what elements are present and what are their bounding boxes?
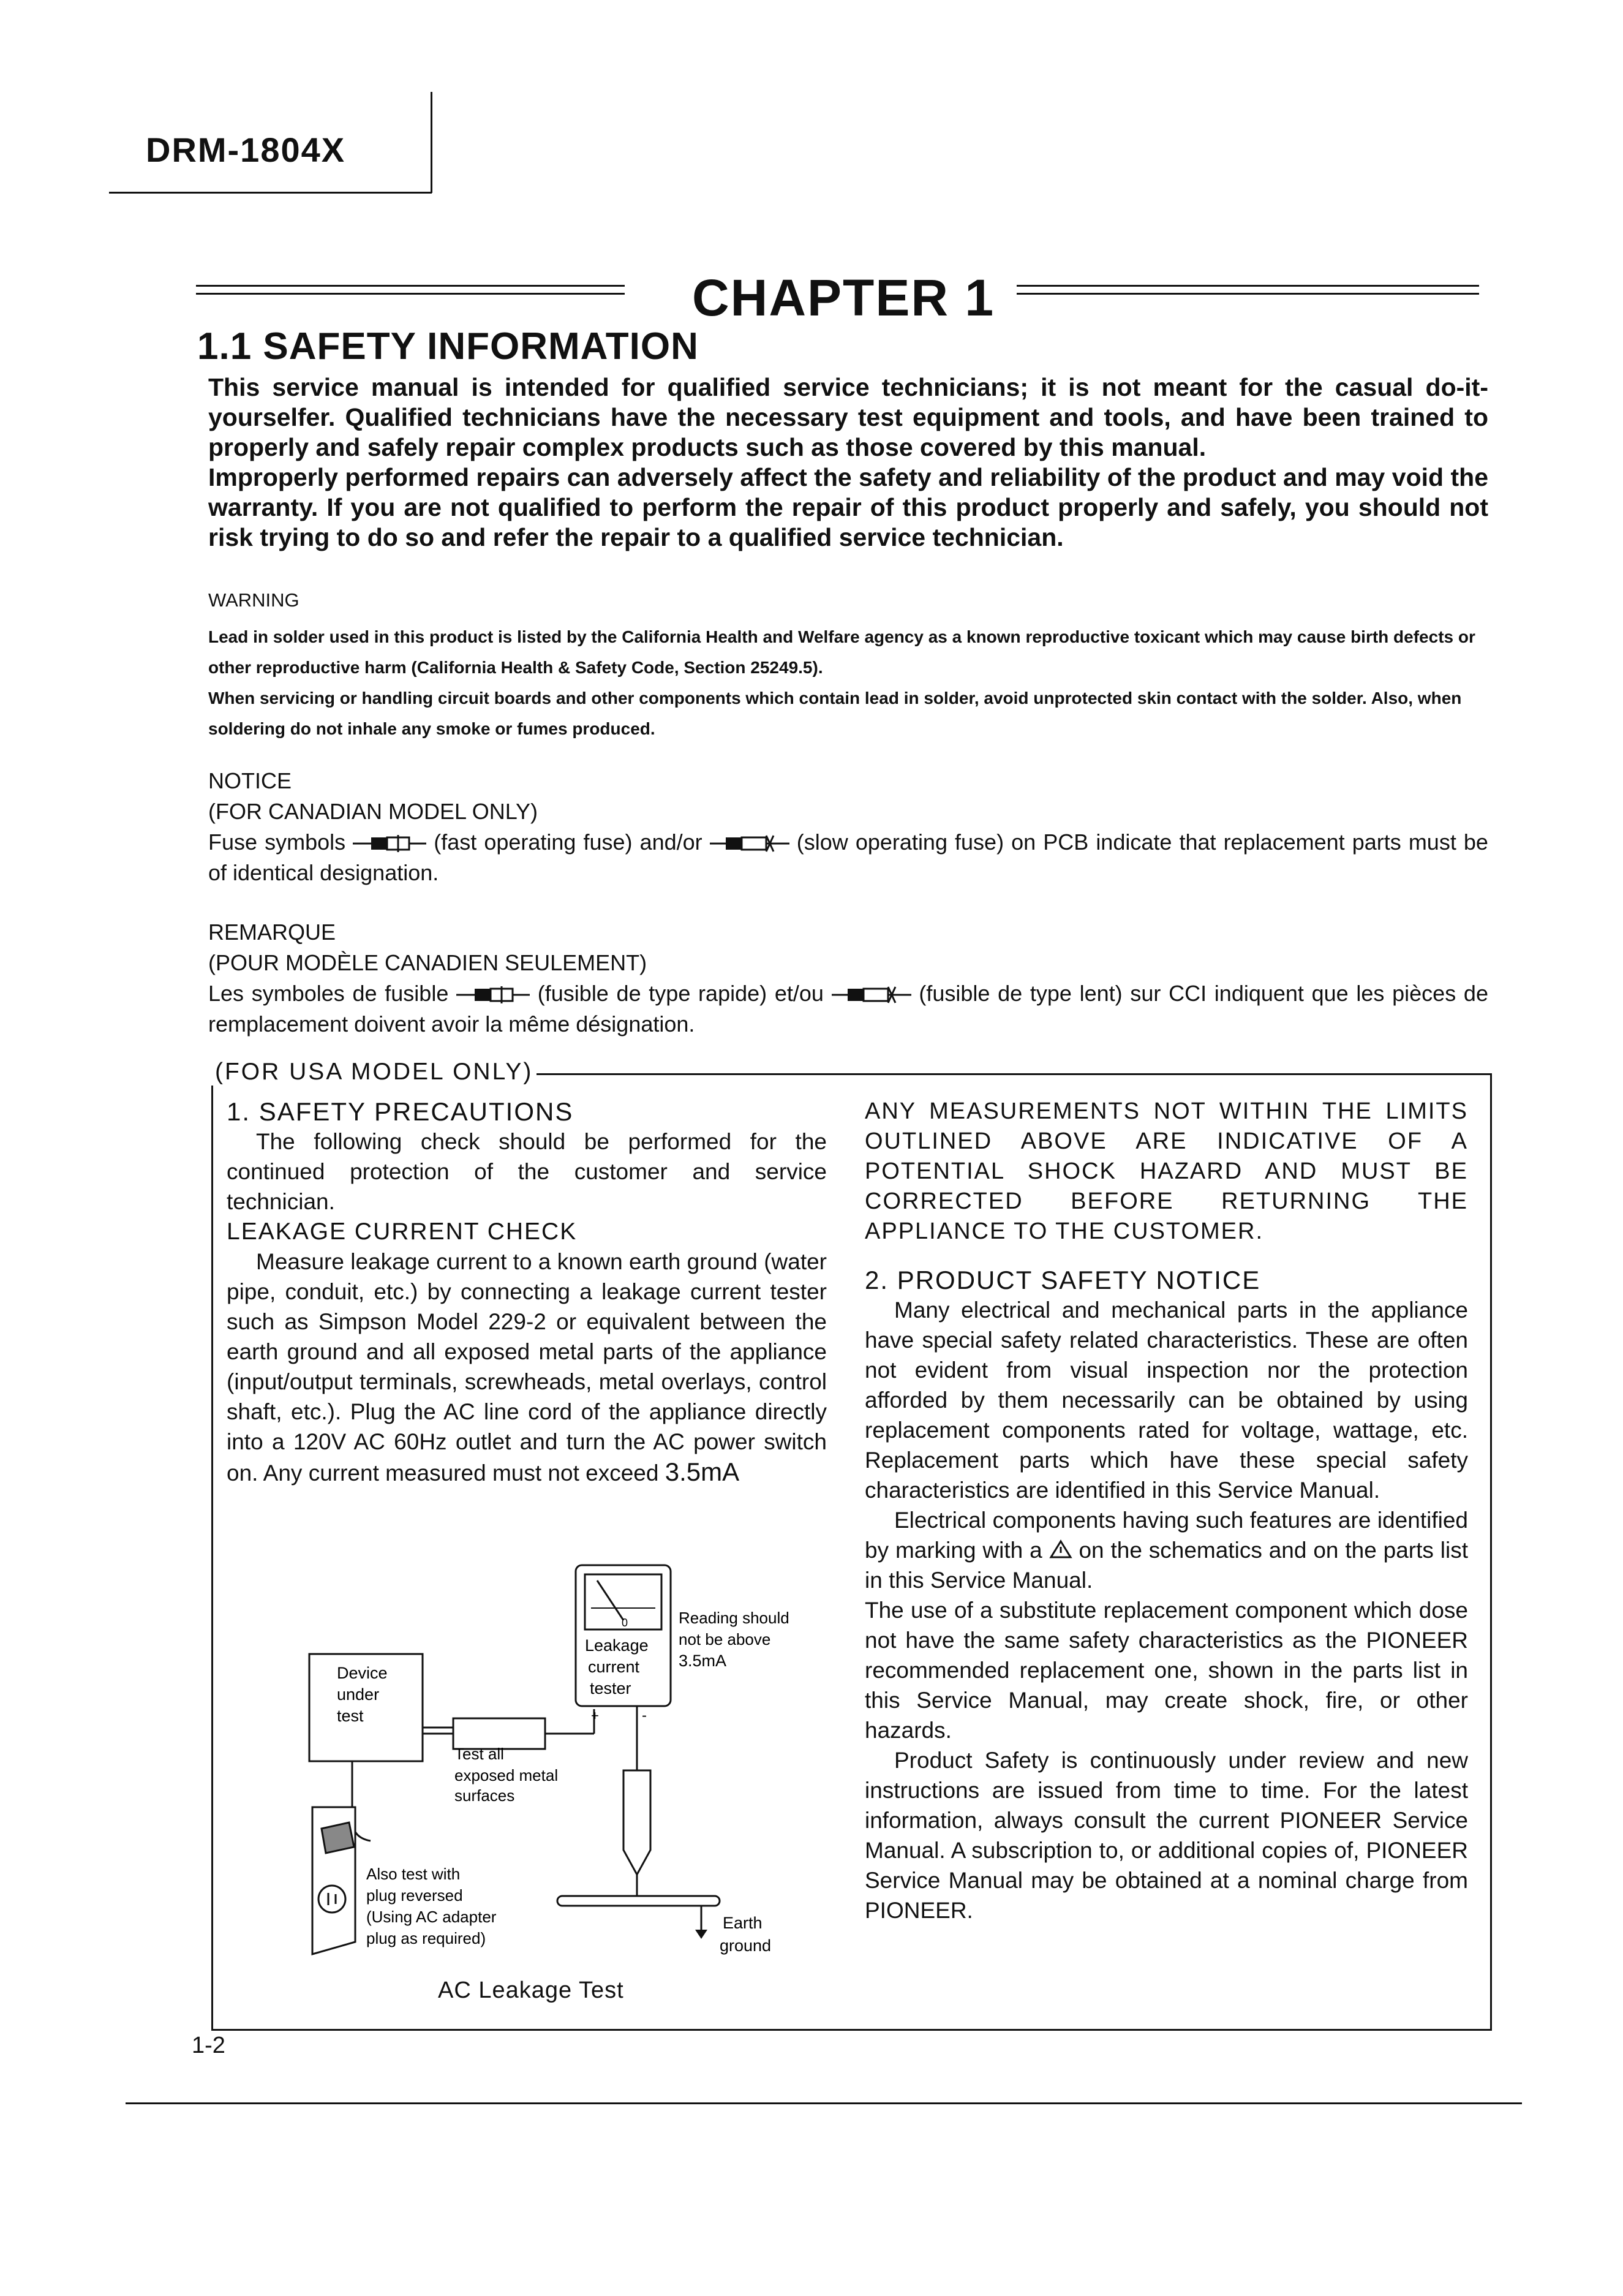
- product-notice-paragraph: [865, 1505, 1468, 1595]
- remarque-text-part: (fusible de type rapide) et/ou: [537, 981, 824, 1006]
- product-notice-text: Electrical components having such features are identified by marking with a: [865, 1508, 1468, 1563]
- ac-plug-icon: [322, 1822, 354, 1853]
- safety-precautions-title: 1. SAFETY PRECAUTIONS: [227, 1097, 574, 1126]
- product-notice-paragraph: The use of a substitute replacement component which dose not have the same safety characteristics as the PIONEER recommended replacement one, shown in the parts list in this Service Manual, may create shock, fire, or other hazards.: [865, 1598, 1468, 1743]
- ground-pipe: [557, 1896, 720, 1906]
- notice-text: [208, 827, 1488, 888]
- meter-zero-mark: 0: [622, 1617, 628, 1629]
- notice-text-part: Fuse symbols: [208, 829, 346, 855]
- diagram-caption: AC Leakage Test: [438, 1977, 624, 2003]
- header-divider-horizontal: [109, 192, 432, 194]
- remarque-block: [208, 917, 1488, 1040]
- section-title: 1.1 SAFETY INFORMATION: [197, 325, 699, 368]
- reading-note: not be above: [679, 1630, 771, 1648]
- leakage-text: Measure leakage current to a known earth ground (water pipe, conduit, etc.) by connecting a leakage current tester such as Simpson Model 229-2 or equivalent between the earth ground and all exposed metal parts of the appliance (input/output terminals, screwheads, metal overlays, control shaft, etc.). Plug the AC line cord of the appliance directly into a 120V AC 60Hz outlet and turn the AC power switch on. Any current measured must not exceed: [227, 1249, 827, 1486]
- earth-ground-icon: [695, 1930, 707, 1939]
- device-label: Device: [337, 1664, 388, 1682]
- chapter-rule-left: [196, 285, 625, 295]
- remarque-heading: REMARQUE: [208, 920, 336, 945]
- product-notice-title: 2. PRODUCT SAFETY NOTICE: [865, 1266, 1261, 1294]
- reading-note: Reading should: [679, 1609, 789, 1627]
- fast-fuse-icon: [353, 833, 426, 854]
- earth-ground-label: ground: [720, 1936, 772, 1955]
- warning-paragraph: Lead in solder used in this product is listed by the California Health and Welfare agency as a known reproductive toxicant which may cause birth defects or other reproductive harm (California Health & Safety Code, Section 25249.5).: [208, 627, 1475, 677]
- earth-ground-label: Earth: [723, 1914, 763, 1932]
- product-notice-paragraph: Product Safety is continuously under review and new instructions are issued from time to time. For the latest information, always consult the current PIONEER Service Manual. A subscription to, or additional copies of, PIONEER Service Manual may be obtained at a nominal charge from PIONEER.: [865, 1748, 1468, 1923]
- warning-text: [208, 622, 1488, 744]
- intro-paragraph: This service manual is intended for qualified service technicians; it is not meant for the casual do-it-yourselfer. Qualified technicians have the necessary test equipment and tools, and have been trained to properly and safely repair complex products such as those covered by this manual.: [208, 373, 1488, 461]
- terminal-minus: -: [642, 1707, 647, 1724]
- device-label: test: [337, 1707, 364, 1725]
- slow-fuse-icon: [832, 984, 911, 1005]
- reading-note: 3.5mA: [679, 1652, 727, 1670]
- footer-rule: [126, 2102, 1522, 2104]
- remarque-scope: (POUR MODÈLE CANADIEN SEULEMENT): [208, 950, 647, 975]
- device-label: under: [337, 1685, 380, 1704]
- intro-paragraph: Improperly performed repairs can adversely affect the safety and reliability of the product and may void the warranty. If you are not qualified to perform the repair of this product properly and safely, you should not risk trying to do so and refer the repair to a qualified service technician.: [208, 463, 1488, 551]
- remarque-text-part: Les symboles de fusible: [208, 981, 449, 1006]
- product-notice-text: on the schematics and on the parts list in this Service Manual.: [865, 1538, 1469, 1593]
- leakage-check-title: LEAKAGE CURRENT CHECK: [227, 1218, 578, 1245]
- metal-surfaces-label: surfaces: [454, 1786, 515, 1805]
- chapter-title: CHAPTER 1: [692, 269, 995, 327]
- terminal-plus: +: [591, 1708, 599, 1723]
- tester-label: Leakage: [585, 1636, 649, 1655]
- slow-fuse-icon: [710, 833, 789, 854]
- safety-warning-icon: [1049, 1539, 1072, 1559]
- outlet-socket-icon: [318, 1886, 345, 1913]
- fast-fuse-icon: [456, 984, 530, 1005]
- ground-probe: [623, 1770, 650, 1875]
- leakage-check-text: [227, 1247, 827, 1488]
- usa-box-label: (FOR USA MODEL ONLY): [211, 1059, 537, 1086]
- plug-note: Also test with: [366, 1865, 461, 1883]
- warning-paragraph: When servicing or handling circuit boards and other components which contain lead in solder, avoid unprotected skin contact with the solder. Also, when soldering do not inhale any smoke or fumes produced.: [208, 689, 1462, 738]
- tester-label: current: [588, 1658, 640, 1676]
- measurements-warning: ANY MEASUREMENTS NOT WITHIN THE LIMITS OUTLINED ABOVE ARE INDICATIVE OF A POTENTIAL SHOCK HAZARD AND MUST BE CORRECTED BEFORE RETURNING THE APPLIANCE TO THE CUSTOMER.: [865, 1098, 1468, 1244]
- leakage-limit: 3.5mA: [665, 1457, 740, 1486]
- notice-text-part: (fast operating fuse) and/or: [434, 829, 702, 855]
- model-number: DRM-1804X: [146, 130, 346, 169]
- plug-note: (Using AC adapter: [366, 1908, 497, 1926]
- tester-label: tester: [590, 1679, 631, 1697]
- notice-scope: (FOR CANADIAN MODEL ONLY): [208, 799, 538, 824]
- notice-heading: NOTICE: [208, 768, 292, 793]
- plug-note: plug reversed: [366, 1886, 463, 1905]
- right-column: [865, 1097, 1468, 1925]
- plug-note: plug as required): [366, 1929, 486, 1947]
- chapter-rule-right: [1017, 285, 1479, 295]
- product-notice-paragraph: Many electrical and mechanical parts in the appliance have special safety related characteristics. These are often not evident from visual inspection nor the protection afforded by them necessarily can be obtained by using replacement components rated for voltage, wattage, etc. Replacement parts which have these special safety characteristics are identified in this Service Manual.: [865, 1297, 1468, 1503]
- metal-surfaces-label: exposed metal: [454, 1766, 559, 1784]
- notice-block: [208, 766, 1488, 888]
- remarque-text-part: (fusible de type lent) sur CCI indiquent que les pièces de remplacement doivent avoir la même désignation.: [208, 981, 1488, 1037]
- header-divider-vertical: [431, 92, 432, 193]
- intro-text: [208, 372, 1488, 553]
- remarque-text: [208, 978, 1488, 1040]
- safety-precautions-text: The following check should be performed for the continued protection of the customer and service technician.: [227, 1129, 827, 1214]
- metal-surfaces-label: Test all: [454, 1745, 504, 1763]
- page-number: 1-2: [192, 2033, 225, 2058]
- notice-text-part: (slow operating fuse) on PCB indicate that replacement parts must be of identical designation.: [208, 829, 1488, 885]
- warning-heading: WARNING: [208, 589, 299, 611]
- ac-leakage-test-diagram: [288, 1550, 827, 1973]
- left-column: [227, 1097, 827, 1488]
